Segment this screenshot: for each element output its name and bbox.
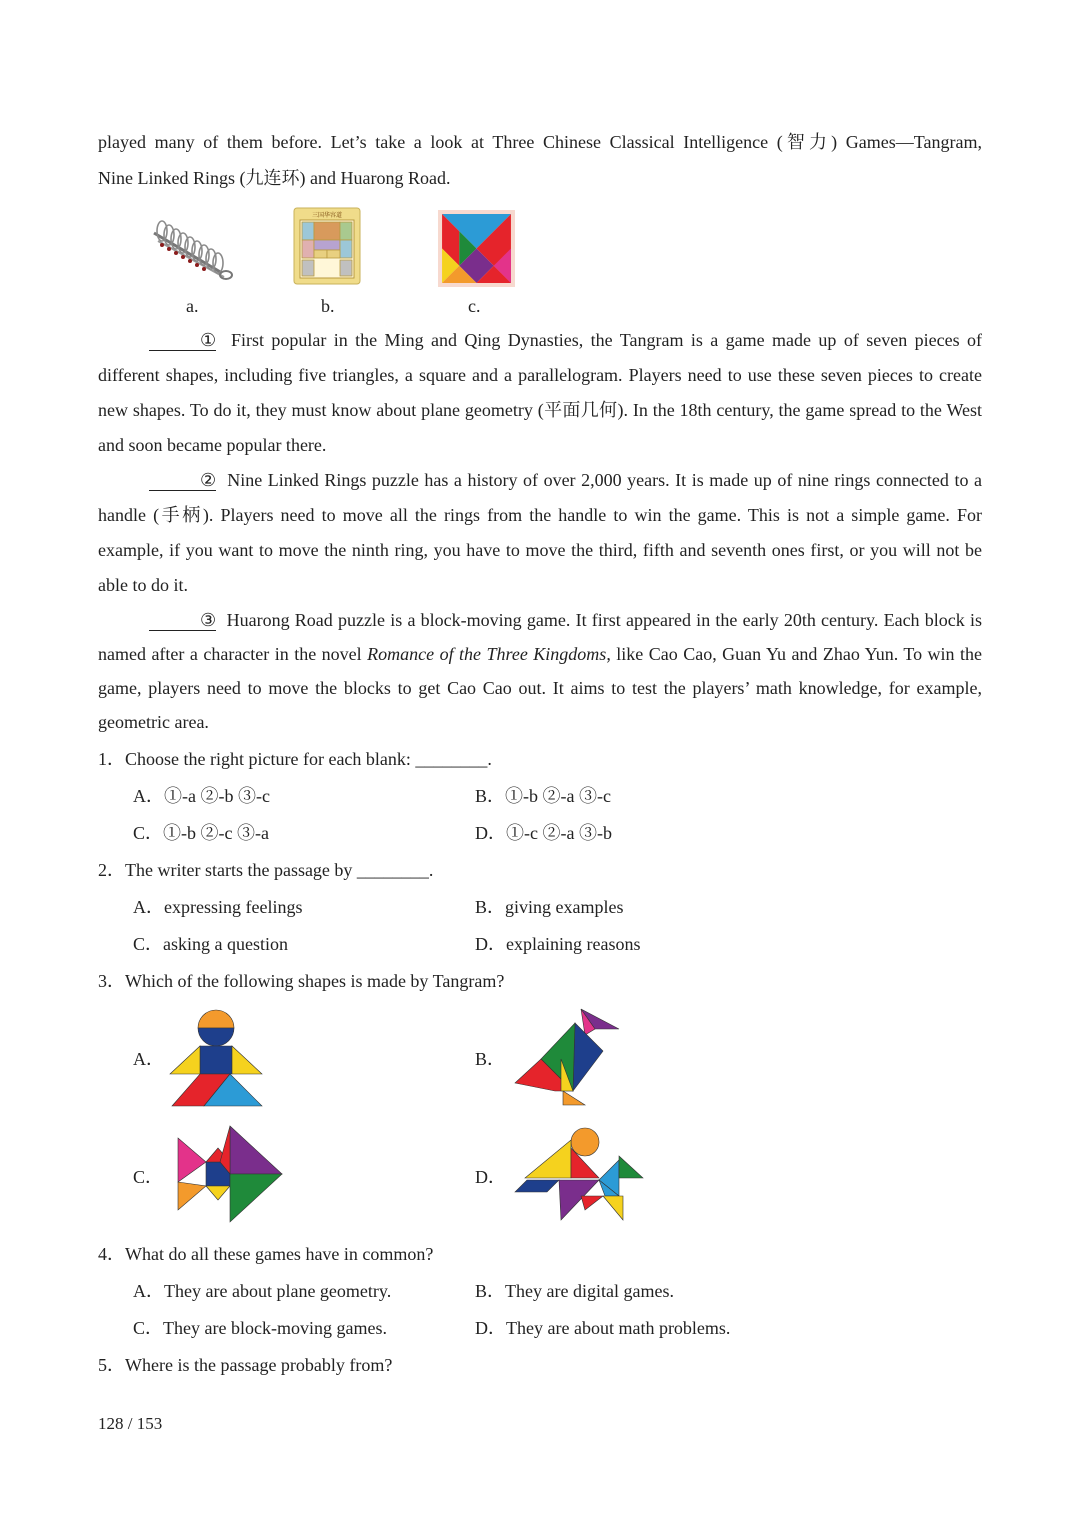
novel-title: Romance of the Three Kingdoms — [367, 644, 607, 664]
blank-3: ③ — [149, 610, 216, 631]
q1-option-a-text: ①-a ②-b ③-c — [164, 786, 270, 806]
question-5-text: Where is the passage probably from? — [125, 1355, 393, 1375]
paragraph-3 — [98, 603, 982, 739]
q2-option-d[interactable] — [475, 930, 640, 956]
q4-option-c[interactable] — [133, 1314, 387, 1340]
q4-option-b-text: They are digital games. — [505, 1281, 674, 1301]
question-1-text: Choose the right picture for each blank: ________. — [125, 749, 492, 769]
q3-option-b[interactable]: B． — [475, 1049, 506, 1069]
q1-option-b-text: ①-b ②-a ③-c — [505, 786, 611, 806]
paragraph-3-text-before: Huarong Road puzzle is a block-moving game. It first appeared in the early 20th century. Each block is named after a character in the novel — [98, 610, 982, 664]
q4-option-a-text: They are about plane geometry. — [164, 1281, 392, 1301]
q4-option-a-letter: A． — [133, 1281, 164, 1301]
question-3-number: 3． — [98, 971, 125, 991]
question-3-text: Which of the following shapes is made by Tangram? — [125, 971, 505, 991]
picture-c-caption: c. — [468, 296, 481, 316]
q1-option-a-letter: A． — [133, 786, 164, 806]
q1-option-c-text: ①-b ②-c ③-a — [163, 823, 269, 843]
q1-option-b-letter: B． — [475, 786, 506, 806]
q1-option-d-text: ①-c ②-a ③-b — [506, 823, 612, 843]
blank-1: ① — [149, 330, 216, 351]
question-4 — [98, 1240, 433, 1266]
tangram-rider-icon[interactable] — [515, 1126, 645, 1222]
question-2-text: The writer starts the passage by ________. — [125, 860, 434, 880]
page-number: 128 / 153 — [98, 1414, 163, 1433]
q2-option-b[interactable] — [475, 893, 624, 919]
q4-option-d[interactable] — [475, 1314, 730, 1340]
q4-option-c-letter: C． — [133, 1318, 164, 1338]
intro-line-1: played many of them before. Let’s take a look at Three Chinese Classical Intelligence (智力) Games—Tangram, — [98, 132, 982, 152]
question-3 — [98, 967, 504, 993]
paragraph-3-text-after: , like Cao Cao, Guan Yu and Zhao Yun. To win the game, players need to move the blocks to get Cao Cao out. It aims to test the players’ math knowledge, for example, geometric area. — [98, 644, 982, 732]
q1-option-a[interactable] — [133, 782, 270, 808]
q2-option-a-letter: A． — [133, 897, 164, 917]
picture-b-caption: b. — [321, 296, 335, 316]
question-2 — [98, 856, 433, 882]
question-2-number: 2． — [98, 860, 125, 880]
paragraph-2-text: Nine Linked Rings puzzle has a history of over 2,000 years. It is made up of nine rings connected to a handle (手柄). Players need to move all the rings from the handle to win the game. This is not a simple game. For example, if you want to move the ninth ring, you have to move the third, fifth and seventh ones first, or you will not be able to do it. — [98, 470, 983, 595]
tangram-fish-icon[interactable] — [176, 1124, 284, 1224]
q2-option-b-letter: B． — [475, 897, 506, 917]
q2-option-c[interactable] — [133, 930, 288, 956]
q3-option-d[interactable]: D． — [475, 1167, 506, 1187]
paragraph-1 — [98, 323, 982, 463]
blank-2: ② — [149, 470, 216, 491]
q1-option-c-letter: C． — [133, 823, 164, 843]
q1-option-d-letter: D． — [475, 823, 506, 843]
nine-linked-rings-image — [150, 215, 240, 285]
q2-option-c-letter: C． — [133, 934, 164, 954]
q1-option-c[interactable] — [133, 819, 269, 845]
q1-option-b[interactable] — [475, 782, 611, 808]
picture-a-caption: a. — [186, 296, 199, 316]
huarong-road-image — [294, 208, 360, 284]
question-1-number: 1． — [98, 749, 125, 769]
question-5-number: 5． — [98, 1355, 125, 1375]
q3-option-c[interactable]: C． — [133, 1167, 164, 1187]
q2-option-b-text: giving examples — [505, 897, 624, 917]
q1-option-d[interactable] — [475, 819, 612, 845]
intro-line-2: Nine Linked Rings (九连环) and Huarong Road. — [98, 168, 451, 188]
q4-option-b-letter: B． — [475, 1281, 506, 1301]
q2-option-c-text: asking a question — [163, 934, 288, 954]
q2-option-a[interactable] — [133, 893, 302, 919]
q4-option-d-text: They are about math problems. — [506, 1318, 731, 1338]
paragraph-1-text: First popular in the Ming and Qing Dynasties, the Tangram is a game made up of seven pieces of different shapes, including five triangles, a square and a parallelogram. Players need to use these seven pieces to create new shapes. To do it, they must know about plane geometry (平面几何). In the 18th century, the game spread to the West and soon became popular there. — [98, 330, 982, 455]
huarong-title: 三国华容道 — [311, 212, 343, 219]
q3-option-a[interactable]: A． — [133, 1049, 164, 1069]
q2-option-d-text: explaining reasons — [506, 934, 641, 954]
q4-option-c-text: They are block-moving games. — [163, 1318, 387, 1338]
tangram-bird-icon[interactable] — [515, 1007, 621, 1107]
question-4-text: What do all these games have in common? — [125, 1244, 434, 1264]
q4-option-a[interactable] — [133, 1277, 391, 1303]
tangram-image — [438, 210, 515, 287]
tangram-person-icon[interactable] — [170, 1010, 262, 1106]
question-4-number: 4． — [98, 1244, 125, 1264]
paragraph-2 — [98, 463, 982, 603]
question-1 — [98, 745, 492, 771]
q4-option-d-letter: D． — [475, 1318, 506, 1338]
q4-option-b[interactable] — [475, 1277, 674, 1303]
question-5 — [98, 1351, 392, 1377]
q2-option-a-text: expressing feelings — [164, 897, 303, 917]
q2-option-d-letter: D． — [475, 934, 506, 954]
